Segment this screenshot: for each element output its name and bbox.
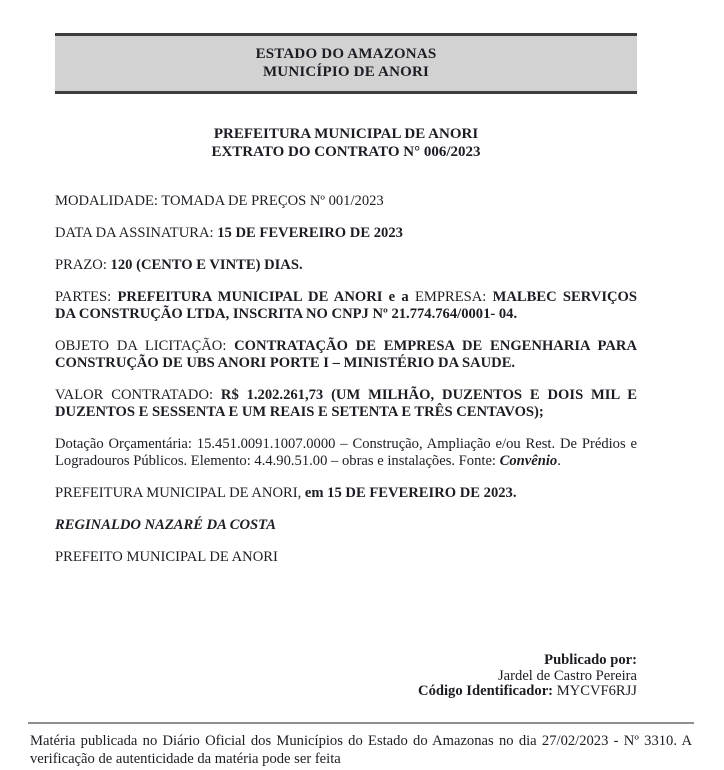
identifier-code-label: Código Identificador: bbox=[418, 683, 554, 699]
identifier-code-line bbox=[55, 684, 637, 700]
paragraph bbox=[55, 289, 637, 323]
paragraph bbox=[55, 549, 637, 566]
text-segment: OBJETO DA LICITAÇÃO: bbox=[55, 338, 235, 354]
municipality-name: MUNICÍPIO DE ANORI bbox=[262, 64, 430, 80]
paragraph bbox=[55, 485, 637, 502]
paragraphs bbox=[55, 193, 637, 581]
document-title bbox=[55, 126, 637, 161]
text-segment: PREFEITO MUNICIPAL DE ANORI bbox=[55, 549, 278, 565]
text-segment: PREFEITURA MUNICIPAL DE ANORI e a bbox=[117, 289, 415, 305]
published-by-block bbox=[55, 653, 637, 700]
text-segment: em 15 DE FEVEREIRO DE 2023. bbox=[304, 485, 517, 501]
text-segment: 120 (CENTO E VINTE) DIAS. bbox=[110, 257, 303, 273]
document-title-line2: EXTRATO DO CONTRATO N° 006/2023 bbox=[211, 143, 481, 160]
paragraph bbox=[55, 387, 637, 421]
state-header-banner bbox=[55, 33, 637, 94]
text-segment: REGINALDO NAZARÉ DA COSTA bbox=[55, 517, 276, 533]
text-segment: . bbox=[557, 453, 561, 469]
text-segment: EMPRESA: bbox=[414, 289, 493, 305]
footer-publication-note: Matéria publicada no Diário Oficial dos Municípios do Estado do Amazonas no dia 27/02/2023 - Nº 3310. A verificação de autenticidade da matéria pode ser feita bbox=[30, 733, 692, 767]
document-title-line1: PREFEITURA MUNICIPAL DE ANORI bbox=[213, 126, 479, 142]
paragraph bbox=[55, 257, 637, 274]
text-segment: Dotação Orçamentária: 15.451.0091.1007.0000 – Construção, Ampliação e/ou Rest. De Prédios e Logradouros Públicos. Elemento: 4.4.90.51.00 – obras e instalações. Fonte: bbox=[55, 436, 637, 469]
text-segment: Convênio bbox=[499, 453, 558, 469]
paragraph bbox=[55, 517, 637, 534]
published-by-name: Jardel de Castro Pereira bbox=[498, 667, 637, 684]
paragraph bbox=[55, 436, 637, 470]
text-segment: DATA DA ASSINATURA: bbox=[55, 225, 218, 241]
text-segment: R$ 1.202.261,73 (UM MILHÃO, DUZENTOS E DOIS MIL E DUZENTOS E SESSENTA E UM REAIS E SETENTA E TRÊS CENTAVOS); bbox=[55, 387, 638, 420]
text-segment: PRAZO: bbox=[55, 257, 111, 273]
paragraph bbox=[55, 193, 637, 210]
footer-divider bbox=[28, 722, 694, 724]
state-name: ESTADO DO AMAZONAS bbox=[255, 46, 437, 62]
paragraph bbox=[55, 225, 637, 242]
text-segment: MALBEC SERVIÇOS DA CONSTRUÇÃO LTDA, INSCRITA NO CNPJ Nº 21.774.764/0001- 04. bbox=[55, 289, 638, 322]
text-segment: VALOR CONTRATADO: bbox=[55, 387, 221, 403]
text-segment: PARTES: bbox=[55, 289, 118, 305]
text-segment: MODALIDADE: TOMADA DE PREÇOS Nº 001/2023 bbox=[55, 193, 384, 209]
identifier-code-value: MYCVF6RJJ bbox=[553, 683, 637, 699]
text-segment: PREFEITURA MUNICIPAL DE ANORI, bbox=[55, 485, 305, 501]
published-by-label: Publicado por: bbox=[544, 652, 637, 668]
paragraph bbox=[55, 338, 637, 372]
text-segment: 15 DE FEVEREIRO DE 2023 bbox=[217, 225, 403, 241]
text-segment: CONTRATAÇÃO DE EMPRESA DE ENGENHARIA PARA CONSTRUÇÃO DE UBS ANORI PORTE I – MINISTÉRIO DA SAUDE. bbox=[55, 338, 637, 371]
